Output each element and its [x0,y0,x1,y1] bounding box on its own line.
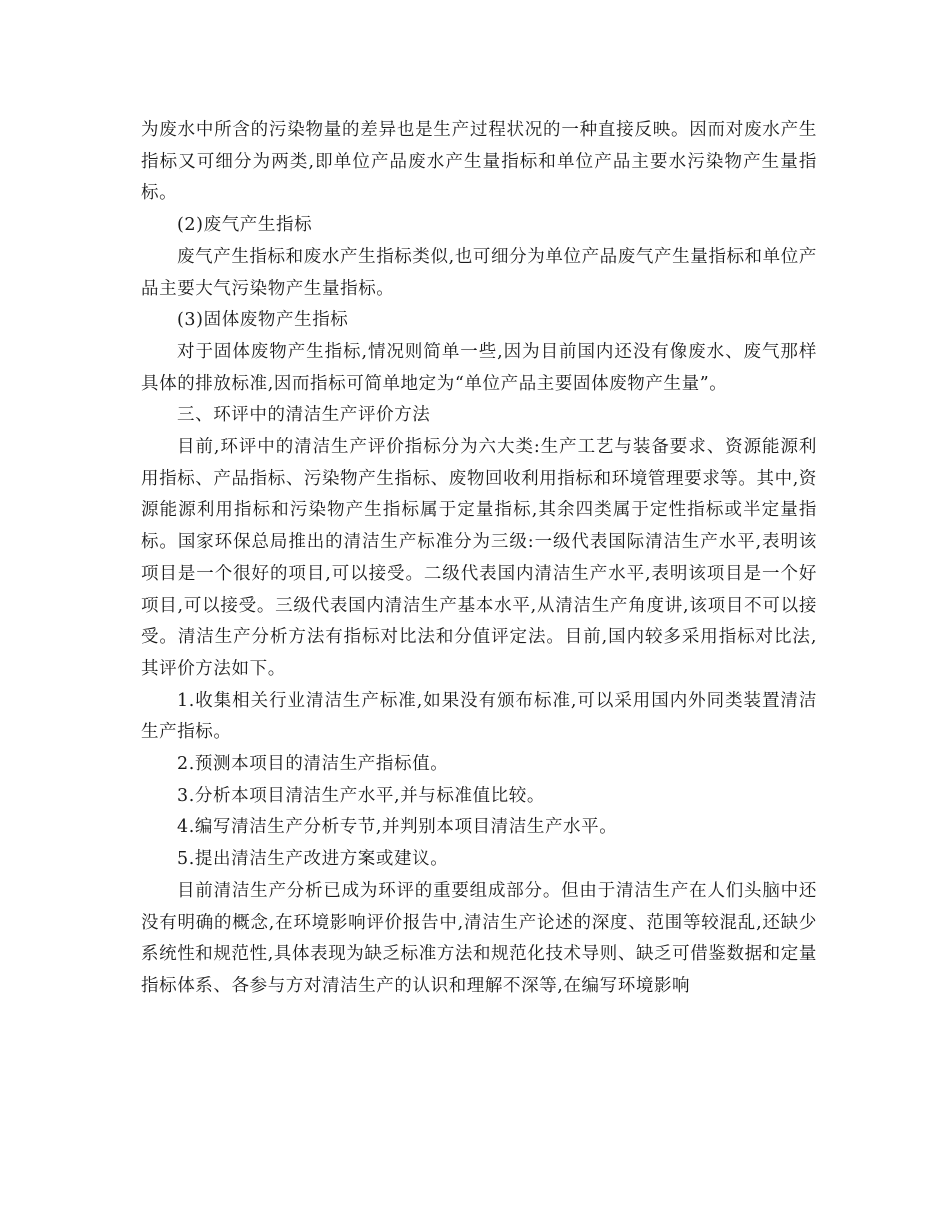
section-heading-evaluation-method: 三、环评中的清洁生产评价方法 [177,405,431,426]
list-item-step-3: 3.分析本项目清洁生产水平,并与标准值比较。 [177,785,545,806]
list-item-step-1: 1.收集相关行业清洁生产标准,如果没有颁布标准,可以采用国内外同类装置清洁生产指标。 [141,690,817,743]
subheading-solid-waste: (3)固体废物产生指标 [177,310,349,331]
paragraph-solid-waste: 对于固体废物产生指标,情况则简单一些,因为目前国内还没有像废水、废气那样具体的排放标准,因而指标可简单地定为“单位产品主要固体废物产生量”。 [141,341,817,394]
paragraph-current-status: 目前清洁生产分析已成为环评的重要组成部分。但由于清洁生产在人们头脑中还没有明确的概念,在环境影响评价报告中,清洁生产论述的深度、范围等较混乱,还缺少系统性和规范性,具体表现为缺乏标准方法和规范化技术导则、缺乏可借鉴数据和定量指标体系、各参与方对清洁生产的认识和理解不深等,在编写环境影响 [141,880,817,996]
subheading-waste-gas: (2)废气产生指标 [177,215,313,236]
paragraph-evaluation-indicators: 目前,环评中的清洁生产评价指标分为六大类:生产工艺与装备要求、资源能源利用指标、产品指标、污染物产生指标、废物回收利用指标和环境管理要求等。其中,资源能源利用指标和污染物产生指标属于定量指标,其余四类属于定性指标或半定量指标。国家环保总局推出的清洁生产标准分为三级:一级代表国际清洁生产水平,表明该项目是一个很好的项目,可以接受。二级代表国内清洁生产水平,表明该项目是一个好项目,可以接受。三级代表国内清洁生产基本水平,从清洁生产角度讲,该项目不可以接受。清洁生产分析方法有指标对比法和分值评定法。目前,国内较多采用指标对比法,其评价方法如下。 [141,437,817,679]
paragraph-continuation: 为废水中所含的污染物量的差异也是生产过程状况的一种直接反映。因而对废水产生指标又可细分为两类,即单位产品废水产生量指标和单位产品主要水污染物产生量指标。 [141,120,817,204]
list-item-step-2: 2.预测本项目的清洁生产指标值。 [177,754,449,775]
list-item-step-4: 4.编写清洁生产分析专节,并判别本项目清洁生产水平。 [177,817,618,838]
paragraph-waste-gas: 废气产生指标和废水产生指标类似,也可细分为单位产品废气产生量指标和单位产品主要大气污染物产生量指标。 [141,246,817,299]
document-body [141,115,817,1003]
list-item-step-5: 5.提出清洁生产改进方案或建议。 [177,849,449,870]
